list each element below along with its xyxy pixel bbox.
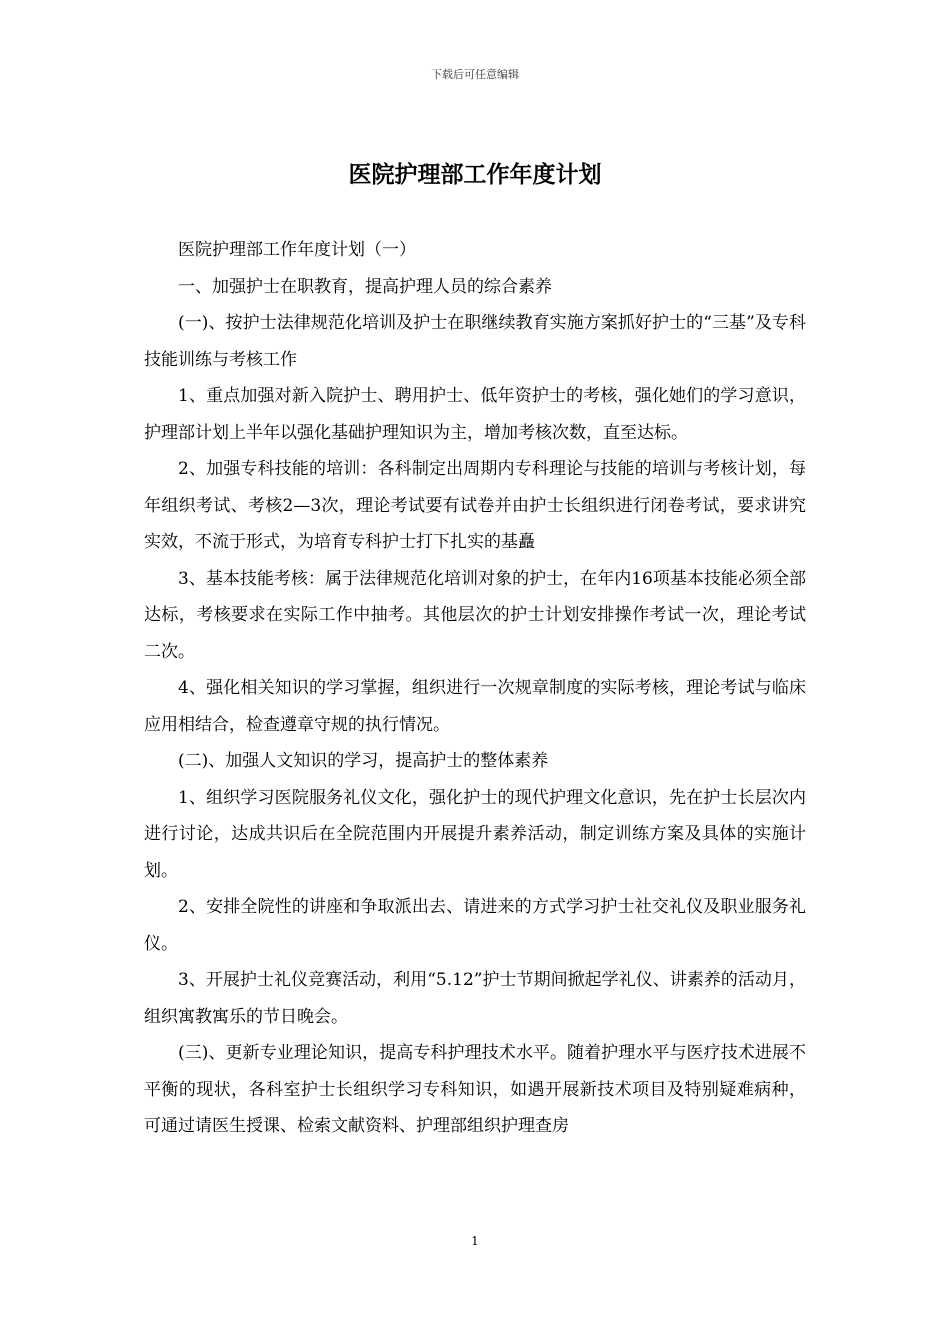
header-note: 下载后可任意编辑: [431, 68, 519, 81]
paragraph: 4、强化相关知识的学习掌握，组织进行一次规章制度的实际考核，理论考试与临床应用相结合，检查遵章守规的执行情况。: [144, 678, 806, 735]
subsection-heading: (二)、加强人文知识的学习，提高护士的整体素养: [178, 751, 549, 771]
paragraph: (三)、更新专业理论知识，提高专科护理技术水平。随着护理水平与医疗技术进展不平衡的现状，各科室护士长组织学习专科知识，如遇开展新技术项目及特别疑难病种，可通过请医生授课、检索文献资料、护理部组织护理查房: [144, 1043, 806, 1136]
paragraph: 2、安排全院性的讲座和争取派出去、请进来的方式学习护士社交礼仪及职业服务礼仪。: [144, 897, 806, 954]
section-heading: 一、加强护士在职教育，提高护理人员的综合素养: [178, 276, 552, 297]
paragraph: 1、组织学习医院服务礼仪文化，强化护士的现代护理文化意识，先在护士长层次内进行讨论，达成共识后在全院范围内开展提升素养活动，制定训练方案及具体的实施计划。: [144, 787, 806, 881]
paragraph: 1、重点加强对新入院护士、聘用护士、低年资护士的考核，强化她们的学习意识，护理部计划上半年以强化基础护理知识为主，增加考核次数，直至达标。: [144, 386, 806, 443]
paragraph: 3、开展护士礼仪竞赛活动，利用“5.12”护士节期间掀起学礼仪、讲素养的活动月，组织寓教寓乐的节日晚会。: [144, 970, 806, 1027]
plan-subtitle: 医院护理部工作年度计划（一）: [178, 240, 416, 260]
page-number: 1: [471, 1234, 479, 1248]
document-body: [144, 232, 806, 1145]
subsection-heading: (一)、按护士法律规范化培训及护士在职继续教育实施方案抓好护士的“三基”及专科技能训练与考核工作: [144, 313, 806, 370]
document-title: 医院护理部工作年度计划: [348, 161, 602, 188]
paragraph: 3、基本技能考核：属于法律规范化培训对象的护士，在年内16项基本技能必须全部达标，考核要求在实际工作中抽考。其他层次的护士计划安排操作考试一次，理论考试二次。: [144, 568, 806, 662]
paragraph: 2、加强专科技能的培训：各科制定出周期内专科理论与技能的培训与考核计划，每年组织考试、考核2—3次，理论考试要有试卷并由护士长组织进行闭卷考试，要求讲究实效，不流于形式，为培育专科护士打下扎实的基矗: [144, 459, 806, 552]
